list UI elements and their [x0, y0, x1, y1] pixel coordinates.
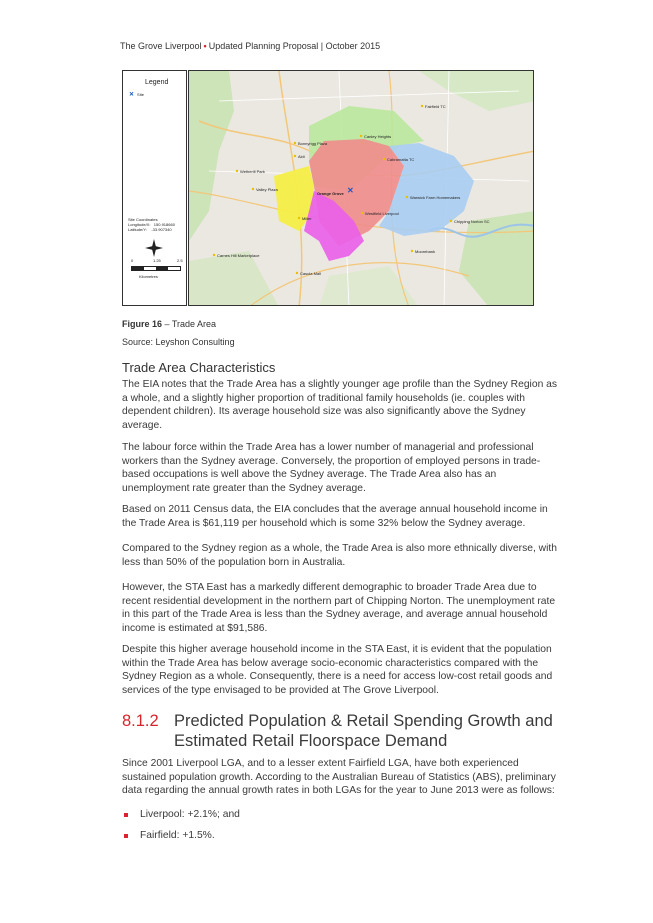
- map-label: Orange Grove: [317, 191, 344, 196]
- figure-caption: [122, 319, 216, 329]
- map-label: Miller: [302, 216, 312, 221]
- map-label: Chipping Norton SC: [454, 219, 490, 224]
- map-label: Bonnyrigg Plaza: [298, 141, 328, 146]
- map-label: Valley Plaza: [256, 187, 278, 192]
- section-heading: [122, 711, 553, 751]
- scale-unit: Kilometres: [139, 274, 158, 279]
- site-coordinates-label: Site Coordinates: [128, 217, 158, 222]
- paragraph: However, the STA East has a markedly different demographic to broader Trade Area due to recent residential development in the northern part of Chipping Norton. The unemployment rate in this part of the Trade Area is less than the Sydney average, and average annual household income is estimated at $91,586.: [122, 582, 556, 634]
- legend-site-label: Site: [137, 92, 144, 97]
- map-label: Westfield Liverpool: [365, 211, 399, 216]
- trade-area-figure: [122, 70, 534, 306]
- legend-site-entry: [129, 91, 144, 98]
- heading-line2: Estimated Retail Floorspace Demand: [174, 732, 448, 750]
- paragraph: The EIA notes that the Trade Area has a slightly younger age profile than the Sydney Region as a whole, and a slightly higher proportion of traditional family households (ie. couples with dependent children). Its average household size was also significantly above the Sydney average.: [122, 379, 558, 431]
- scale-bar: [131, 266, 181, 271]
- scale-tick-1: 1.25: [153, 258, 161, 263]
- section-title: Trade Area Characteristics: [122, 360, 276, 375]
- heading-line1: Predicted Population & Retail Spending Growth and: [174, 712, 553, 730]
- longitude: Longitude/X: 150.918660: [128, 222, 175, 227]
- scale-tick-2: 2.5: [177, 258, 183, 263]
- header-left: The Grove Liverpool: [120, 41, 202, 51]
- list-item: Liverpool: +2.1%; and: [122, 809, 240, 830]
- map-label: Cabramatta TC: [387, 157, 415, 162]
- header-right: Updated Planning Proposal | October 2015: [208, 41, 381, 51]
- legend-title: Legend: [145, 79, 169, 86]
- header-separator: •: [203, 41, 207, 51]
- map-label: Moorebank: [415, 249, 436, 254]
- paragraph: Since 2001 Liverpool LGA, and to a lesser extent Fairfield LGA, have both experienced sustained population growth. According to the Australian Bureau of Statistics (ABS), preliminary data regarding the annual growth rates in both LGAs for the year to June 2013 were as follows:: [122, 758, 556, 797]
- site-coordinates: [128, 217, 175, 232]
- map-label: Casula Mall: [300, 271, 321, 276]
- site-marker-icon: ✕: [129, 92, 135, 98]
- scale-tick-0: 0: [131, 258, 134, 263]
- north-arrow-icon: [144, 239, 164, 257]
- map-legend: [122, 70, 187, 306]
- section-number: 8.1.2: [122, 712, 159, 730]
- paragraph: Despite this higher average household income in the STA East, it is evident that the population within the Trade Area has below average socio-economic characteristics compared with the Sydney Region as a whole. Consequently, there is a need for access low-cost retail goods and services of the type envisaged to be provided at The Grove Liverpool.: [122, 644, 553, 696]
- paragraph: Compared to the Sydney region as a whole, the Trade Area is also more ethnically diverse, with less than 50% of the population born in Australia.: [122, 543, 557, 568]
- map-label: Fairfield TC: [425, 104, 446, 109]
- map-label: Warwick Farm Homemakers: [410, 195, 461, 200]
- paragraph: The labour force within the Trade Area has a lower number of managerial and professional workers than the Sydney average. Conversely, the proportion of employed persons in trade-based occupations is well above the Sydney average. The Trade Area also has an unemployment rate greater than the Sydney average.: [122, 442, 541, 494]
- trade-area-map: [188, 70, 534, 306]
- site-icon: ✕: [347, 186, 354, 195]
- figure-source: Source: Leyshon Consulting: [122, 337, 235, 347]
- latitude: Latitude/Y: -33.907340: [128, 227, 172, 232]
- map-label: Canley Heights: [364, 134, 392, 139]
- list-item: Fairfield: +1.5%.: [122, 830, 240, 851]
- page-header: [120, 41, 380, 51]
- map-label: Wetherill Park: [240, 169, 265, 174]
- bullet-list: [122, 809, 240, 851]
- figure-caption-text: – Trade Area: [162, 319, 217, 329]
- map-label: Aldi: [298, 154, 305, 159]
- figure-label: Figure 16: [122, 319, 163, 329]
- paragraph: Based on 2011 Census data, the EIA concludes that the average annual household income in the Trade Area is $61,119 per household which is some 32% below the Sydney average.: [122, 504, 548, 529]
- map-label: Carnes Hill Marketplace: [217, 253, 260, 258]
